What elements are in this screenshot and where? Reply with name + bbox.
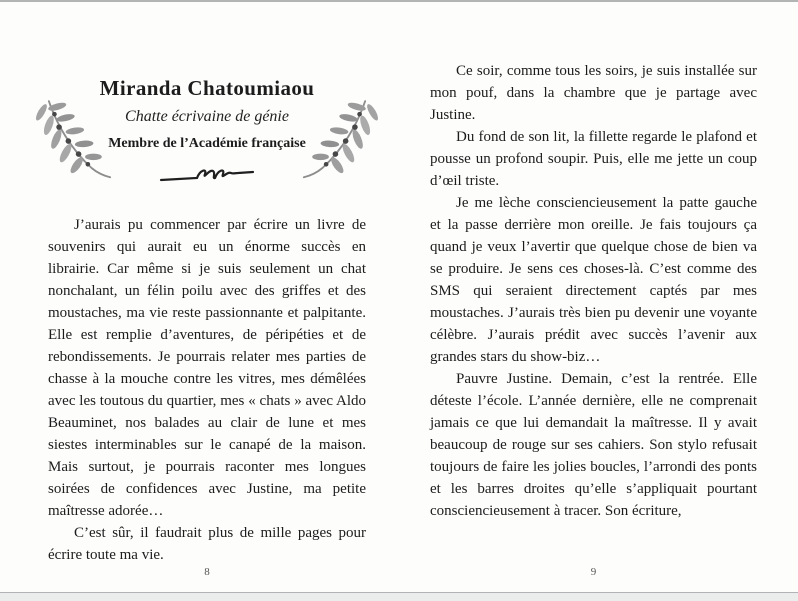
paragraph: Pauvre Justine. Demain, c’est la rentrée. Elle déteste l’école. L’année dernière, elle ne comprenait jamais ce que lui demandait la maîtresse. Il y avait beaucoup de rouge sur ses cahiers. Son stylo refusait toujours de faire les jolies boucles, l’arrondi des ponts et les barres droites qu’elle s’appliquait pourtant consciencieusement à tracer. Son écriture, — [430, 371, 757, 519]
author-subtitle: Chatte écrivaine de génie — [125, 108, 289, 125]
squiggle-divider-icon — [159, 164, 255, 186]
top-edge — [0, 0, 798, 2]
right-page-text — [430, 60, 757, 522]
left-page-text — [48, 214, 366, 566]
page-number-left: 8 — [204, 566, 210, 578]
paragraph: J’aurais pu commencer par écrire un livre de souvenirs qui aurait eu un énorme succès en librairie. Car même si je suis seulement un chat nonchalant, un félin poilu avec des griffes et des moustaches, ma vie reste passionnante et palpitante. Elle est remplie d’aventures, de péripéties et de rebondissements. Je pourrais relater mes parties de chasse à la mouche contre les vitres, mes démêlées avec les toutous du quartier, mes « chats » avec Aldo Beauminet, nos balades au clair de lune et mes siestes interminables sur le canapé de la maison. Mais surtout, je pourrais raconter mes longues soirées de confidences avec Justine, ma petite maîtresse adorée… — [48, 217, 366, 519]
page-number-right: 9 — [590, 566, 597, 578]
right-page — [430, 60, 757, 522]
paragraph: C’est sûr, il faudrait plus de mille pages pour écrire toute ma vie. — [48, 525, 366, 563]
author-title: Miranda Chatoumiaou — [99, 76, 315, 100]
bottom-edge — [0, 592, 798, 601]
author-credential: Membre de l’Académie française — [108, 136, 306, 151]
olive-branch-left-icon — [34, 96, 112, 188]
paragraph: Ce soir, comme tous les soirs, je suis installée sur mon pouf, dans la chambre que je partage avec Justine. — [430, 63, 757, 123]
paragraph: Je me lèche consciencieusement la patte gauche et la passe derrière mon oreille. Je fais toujours ça quand je veux l’avertir que quelque chose de bien va se produire. Je sens ces choses-là. C’est comme des SMS qui seraient directement captés par mes moustaches. J’aurais très bien pu devenir une voyante célèbre. J’aurais prédit avec succès l’avenir aux grandes stars du show-biz… — [430, 195, 757, 365]
olive-branch-right-icon — [302, 96, 380, 188]
paragraph: Du fond de son lit, la fillette regarde le plafond et pousse un profond soupir. Puis, elle me jette un coup d’œil triste. — [430, 129, 757, 189]
left-page — [48, 60, 366, 566]
masthead — [48, 76, 366, 200]
